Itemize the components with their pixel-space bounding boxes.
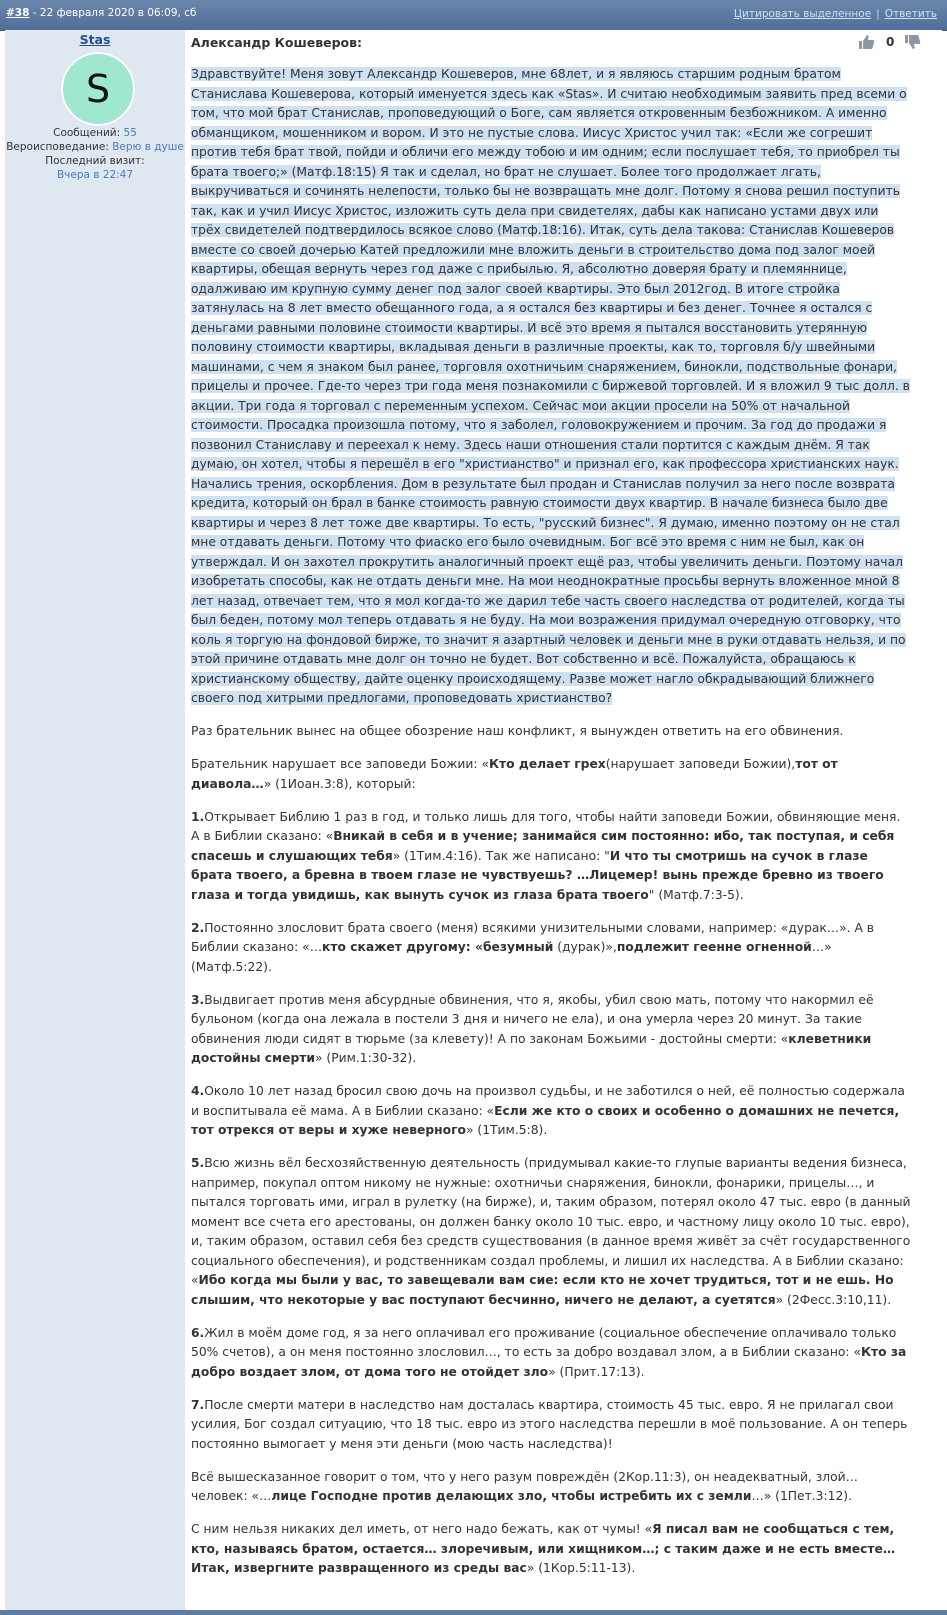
bold-segment: клеветники достойны смерти — [191, 1031, 872, 1065]
post-footer-bar — [0, 1610, 947, 1615]
post-body — [191, 65, 911, 1592]
username-link[interactable]: Stas — [79, 32, 111, 47]
user-sidebar — [5, 30, 185, 1610]
reply-paragraph — [191, 991, 911, 1069]
text-segment: » (1Иоан.3:8), который: — [263, 776, 416, 791]
bold-segment: Кто за добро воздает злом, от дома того не отойдет зло — [191, 1345, 907, 1379]
text-segment: » (2Фесс.3:10,11). — [775, 1292, 892, 1307]
reply-paragraph — [191, 919, 911, 978]
text-segment: После смерти матери в наследство нам досталась квартира, стоимость 45 тыс. евро. Я не прилагал свои усилия, Бог создал ситуацию, что 18 тыс. евро из этого наследства перешли в моё пользование. А он теперь постоянно вымогает у меня эти деньги (мою часть наследства)! — [191, 1397, 908, 1451]
reply-paragraph — [191, 1082, 911, 1141]
quote-selected-link[interactable]: Цитировать выделенное — [733, 8, 872, 20]
text-segment: Раз брательник вынес на общее обозрение наш конфликт, я вынужден ответить на его обвинения. — [191, 724, 844, 738]
bold-segment: Я писал вам не сообщаться с тем, кто, называясь братом, остается… злоречивым, или хищником…; с таким даже и не есть вместе… Итак, извергните развращенного из среды вас — [191, 1522, 896, 1575]
reply-paragraph — [191, 755, 911, 794]
text-segment: …» (1Пет.3:12). — [751, 1489, 852, 1503]
reply-text — [191, 722, 911, 1579]
post-date: - 22 февраля 2020 в 06:09, сб — [29, 7, 197, 19]
bold-segment: Ибо когда мы были у вас, то завещевали вам сие: если кто не хочет трудиться, тот и не ешь. Но слышим, что некоторые у вас поступают бесчинно, ничего не делают, а суетятся — [191, 1273, 894, 1307]
last-visit-label: Последний визит: — [45, 155, 145, 167]
text-segment: (нарушает заповеди Божии), — [605, 757, 796, 771]
actions-separator: | — [876, 8, 880, 20]
avatar[interactable]: S — [61, 52, 135, 126]
post-actions — [734, 8, 937, 20]
bold-segment: Вникай в себя и в учение; занимайся сим постоянно: ибо, так поступая, и себя спасешь и слушающих тебя — [191, 829, 895, 863]
last-visit-value: Вчера в 22:47 — [56, 169, 134, 181]
reply-paragraph — [191, 722, 911, 742]
bold-segment: 2. — [191, 920, 205, 935]
reply-paragraph — [191, 1520, 911, 1579]
messages-label: Сообщений: — [53, 127, 121, 139]
text-segment: Жил в моём доме год, я за него оплачивал его проживание (социальное обеспечение оплачивало только 50% счетов), а он меня постоянно злословил…, то есть за добро воздавал злом, а в Библии сказано: « — [191, 1325, 897, 1359]
post-meta — [6, 7, 196, 19]
text-segment: Постоянно злословит брата своего (меня) всякими унизительными словами, например: «дурак…». А в Библии сказано: «… — [191, 920, 875, 954]
reply-paragraph — [191, 1154, 911, 1310]
text-segment: » (1Кор.5:11-13). — [526, 1561, 636, 1575]
messages-count[interactable]: 55 — [123, 127, 137, 139]
rating-widget — [858, 34, 922, 50]
rating-score: 0 — [885, 35, 895, 49]
text-segment: (дурак)», — [553, 940, 617, 954]
text-segment: » (Рим.1:30-32). — [314, 1051, 417, 1065]
thumbs-down-icon[interactable] — [904, 34, 922, 50]
bold-segment: Кто делает грех — [489, 757, 606, 771]
reply-paragraph — [191, 1324, 911, 1383]
reply-paragraph — [191, 1468, 911, 1507]
bold-segment: 7. — [191, 1397, 205, 1412]
text-segment: …» (Матф.5:22). — [191, 940, 832, 974]
bold-segment: Если же кто о своих и особенно о домашних не печется, тот отрекся от веры и хуже неверного — [191, 1103, 900, 1137]
post-number-link[interactable]: #38 — [6, 7, 30, 19]
post-header-bar — [0, 0, 947, 31]
post-content — [185, 30, 942, 1610]
reply-link[interactable]: Ответить — [884, 8, 937, 20]
text-segment: Брательник нарушает все заповеди Божии: « — [191, 757, 489, 771]
bold-segment: 5. — [191, 1156, 205, 1170]
text-segment: » (Прит.17:13). — [548, 1364, 645, 1379]
text-segment: Всё вышесказанное говорит о том, что у него разум повреждён (2Кор.11:3), он неадекватный, злой… человек: «… — [191, 1469, 858, 1503]
reply-paragraph — [191, 808, 911, 906]
bold-segment: подлежит геенне огненной — [616, 940, 812, 954]
text-segment: С ним нельзя никаких дел иметь, от него надо бежать, как от чумы! « — [191, 1522, 653, 1536]
reply-paragraph — [191, 1396, 911, 1455]
bold-segment: кто скажет другому: «безумный — [322, 940, 554, 954]
bold-segment: лице Господне против делающих зло, чтобы истребить их с земли — [271, 1489, 752, 1503]
text-segment: Около 10 лет назад бросил свою дочь на произвол судьбы, и не заботился о ней, её полностью содержала и воспитывала её мама. А в Библии сказано: « — [191, 1084, 905, 1118]
bold-segment: 6. — [191, 1325, 205, 1340]
religion-value: Верю в душе — [112, 141, 184, 153]
bold-segment: 4. — [191, 1084, 205, 1098]
post-author: Александр Кошеверов: — [191, 35, 363, 50]
bold-segment: 1. — [191, 809, 205, 824]
messages-stat — [5, 126, 185, 140]
bold-segment: 3. — [191, 992, 205, 1007]
text-segment: Всю жизнь вёл бесхозяйственную деятельность (придумывал какие-то глупые варианты ведения бизнеса, например, покупал оптом никому не нужные: охотничьи снаряжения, бинокли, фонарики, прицелы…, и пытался торговать ими, играл в рулетку (на бирже), и, таким образом, потерял около 47 тыс. евро (в данный момент все счета его арестованы, он должен банку около 10 тыс. евро, и частному лицу около 10 тыс. евро), и, таким образом, оставил себя без средств существования (в данное время живёт за счёт государственного социального обеспечения), и родственникам создал проблемы, и лишил их наследства. А в Библии сказано: « — [191, 1156, 911, 1287]
bold-segment: И что ты смотришь на сучок в глазе брата твоего, а бревна в твоем глазе не чувствуешь? …Лицемер! вынь прежде бревно из твоего глаза и тогда увидишь, как вынуть сучок из глаза брата твоего — [191, 848, 884, 902]
thumbs-up-icon[interactable] — [858, 34, 876, 50]
text-segment: » (1Тим.4:16). Так же написано: " — [392, 848, 610, 863]
text-segment: " (Матф.7:3-5). — [648, 887, 744, 902]
text-segment: Открывает Библию 1 раз в год, и только лишь для того, чтобы найти заповеди Божии, обвиняющие меня. А в Библии сказано: « — [191, 809, 901, 843]
text-segment: Выдвигает против меня абсурдные обвинения, что я, якобы, убил свою мать, потому что накормил её бульоном (когда она лежала в постели 3 дня и ничего не ела), и она умерла через 20 минут. За такие обвинения люди сидят в тюрьме (за клевету)! А по законам Божьими - достойны смерти: « — [191, 992, 874, 1046]
highlighted-quote-text: Здравствуйте! Меня зовут Александр Кошеверов, мне 68лет, и я являюсь старшим родным братом Станислава Кошеверова, который именуется здесь как «Stas». И считаю необходимым заявить пред всеми о том, что мой брат Станислав, проповедующий о Боге, сам является откровенным безбожником. А именно обманщиком, мошенником и вором. И это не пустые слова. Иисус Христос учил так: «Если же согрешит против тебя брат твой, пойди и обличи его между тобою и им одним; если послушает тебя, то приобрел ты брата твоего;» (Матф.18:15) Я так и сделал, но брат не слушает. Более того продолжает лгать, выкручиваться и сочинять нелепости, только бы не возвращать мне долг. Потому я снова решил поступить так, как и учил Иисус Христос, изложить суть дела при свидетелях, дабы как написано устами двух или трёх свидетелей подтвердилось всякое слово (Матф.18:16). Итак, суть дела такова: Станислав Кошеверов вместе со своей дочерью Катей предложили мне вложить деньги в строительство дома под залог моей квартиры, обещая вернуть через год даже с прибылью. Я, абсолютно доверяя брату и племяннице, одалживаю им крупную сумму денег под залог своей квартиры. Это был 2012год. В итоге стройка затянулась на 8 лет вместо обещанного года, а я остался без квартиры и без денег. Точнее я остался с деньгами равными половине стоимости квартиры. И всё это время я пытался восстановить утерянную половину стоимости квартиры, вкладывая деньги в различные проекты, как то, торговля б/у швейными машинами, с чем я знаком был ранее, торговля охотничьим снаряжением, бинокли, подствольные фонари, прицелы и прочее. Где-то через три года меня познакомили с биржевой торговлей. И я вложил 9 тыс долл. в акции. Три года я торговал с переменным успехом. Сейчас мои акции просели на 50% от начальной стоимости. Просадка произошла потому, что я заболел, головокружением и прочим. За год до продажи я позвонил Станиславу и переехал к нему. Здесь наши отношения стали портится с каждым днём. Я так думаю, он хотел, чтобы я перешёл в его "христианство" и признал его, как профессора христианских наук. Начались трения, оскорбления. Дом в результате был продан и Станислав получил за него после возврата кредита, который он брал в банке стоимость равную стоимости двух квартир. В начале бизнеса было две квартиры и через 8 лет тоже две квартиры. То есть, "русский бизнес". Я думаю, именно поэтому он не стал мне отдавать деньги. Потому что фиаско его было очевидным. Бог всё это время с ним не был, как он утверждал. И он захотел прокрутить аналогичный проект ещё раз, чтобы увеличить деньги. Поэтому начал изобретать способы, как не отдать деньги мне. На мои неоднократные просьбы вернуть вложенное мной 8 лет назад, отвечает тем, что я мол когда-то же дарил тебе часть своего наследства от родителей, когда ты был беден, потому мол теперь отдавать я не буду. На мои возражения придумал очередную отговорку, что коль я торгую на фондовой бирже, то значит я азартный человек и деньги мне в руки отдавать нельзя, и по этой причине отдавать мне долг он точно не будет. Вот собственно и всё. Пожалуйста, обращаюсь к христианскому обществу, дайте оценку происходящему. Разве может нагло обкрадывающий ближнего своего под хитрыми предлогами, проповедовать христианство? — [191, 67, 910, 705]
bold-segment: тот от диавола… — [191, 757, 838, 791]
quoted-message — [191, 65, 911, 709]
religion-stat — [5, 140, 185, 154]
text-segment: » (1Тим.5:8). — [465, 1123, 548, 1137]
religion-label: Вероисповедание: — [6, 141, 109, 153]
user-stats — [5, 126, 185, 182]
